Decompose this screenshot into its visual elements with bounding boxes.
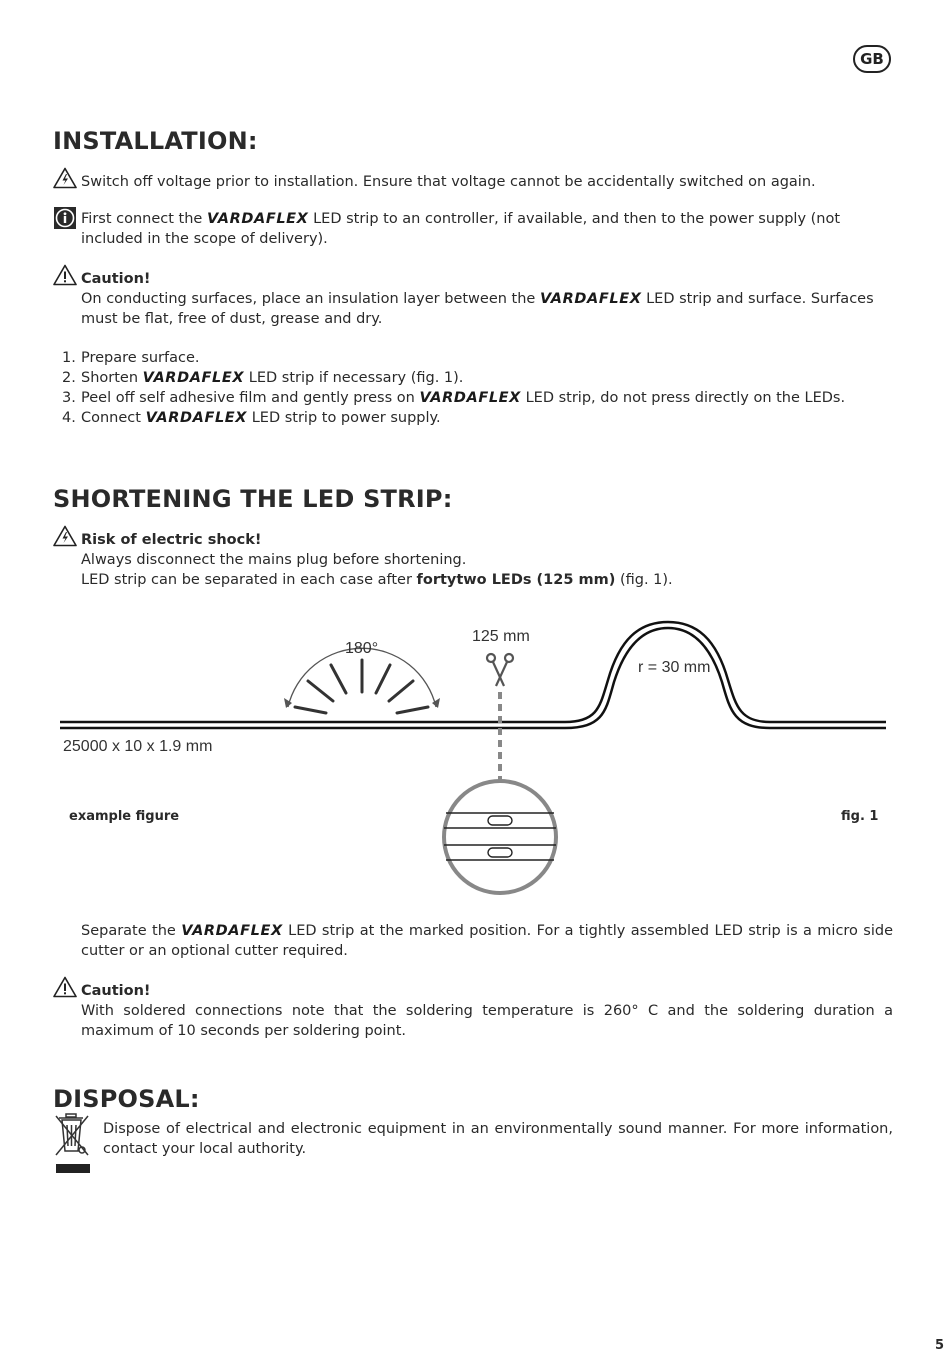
caution-label: Caution! [81, 271, 151, 287]
scissors-icon [487, 654, 513, 686]
disposal-text: Dispose of electrical and electronic equipment in an environmentally sound manner. For more information, contact your local authority. [103, 1121, 893, 1157]
cut-length-label: 125 mm [472, 628, 530, 645]
shortening-heading: SHORTENING THE LED STRIP: [53, 485, 453, 513]
bend-rays [295, 660, 428, 713]
step-item [62, 368, 893, 388]
caution-text-before: On conducting surfaces, place an insulation layer between the [81, 291, 536, 307]
step-text-before: Connect [81, 410, 141, 426]
info-note-before: First connect the [81, 211, 203, 227]
dimensions-label: 25000 x 10 x 1.9 mm [63, 738, 213, 755]
angle-label: 180° [345, 640, 379, 657]
info-note-after: LED strip to an controller, if available, and then to the power supply (not included in the scope of delivery). [81, 211, 841, 247]
electric-warning-icon [53, 525, 77, 547]
step-item [62, 408, 893, 428]
step-text-after: LED strip, do not press directly on the LEDs. [525, 390, 846, 406]
risk-line-2-after: (fig. 1). [619, 572, 673, 588]
weee-bin-icon [53, 1113, 93, 1175]
caution-text-after: LED strip and surface. Surfaces must be flat, free of dust, grease and dry. [81, 291, 874, 327]
risk-label: Risk of electric shock! [81, 532, 262, 548]
shortening-figure [0, 610, 950, 900]
info-icon [53, 206, 77, 230]
step-number: 2. [62, 370, 76, 386]
figure-number: fig. 1 [841, 809, 879, 824]
caution-icon [53, 264, 77, 286]
step-text: Prepare surface. [81, 350, 200, 366]
separate-note-before: Separate the [81, 923, 176, 939]
brand-logo: VARDAFLEX [145, 410, 248, 426]
step-number: 1. [62, 350, 76, 366]
language-badge: GB [853, 45, 891, 73]
step-text-before: Peel off self adhesive film and gently press on [81, 390, 415, 406]
risk-line-2-bold: fortytwo LEDs (125 mm) [416, 572, 616, 588]
step-text-before: Shorten [81, 370, 139, 386]
step-number: 3. [62, 390, 76, 406]
soldering-caution-text: With soldered connections note that the soldering temperature is 260° C and the soldering duration a maximum of 10 seconds per soldering point. [81, 1003, 893, 1039]
step-item [62, 388, 893, 408]
caution-icon [53, 976, 77, 998]
separate-note [81, 921, 893, 961]
detail-circle [444, 781, 556, 893]
disposal-heading: DISPOSAL: [53, 1085, 200, 1113]
risk-line-1: Always disconnect the mains plug before shortening. [81, 552, 467, 568]
step-number: 4. [62, 410, 76, 426]
soldering-caution-label: Caution! [81, 983, 151, 999]
page-number: 5 [935, 1338, 945, 1353]
example-figure-caption: example figure [69, 809, 180, 824]
brand-logo: VARDAFLEX [539, 291, 642, 307]
caution-text [81, 289, 893, 329]
solder-pad [488, 816, 512, 825]
brand-logo: VARDAFLEX [142, 370, 245, 386]
radius-label: r = 30 mm [638, 659, 711, 676]
installation-steps [62, 348, 893, 428]
step-text-after: LED strip to power supply. [251, 410, 441, 426]
risk-line-2 [81, 570, 893, 590]
electric-warning-icon [53, 167, 77, 189]
brand-logo: VARDAFLEX [181, 923, 283, 939]
separate-note-after: LED strip at the marked position. For a tightly assembled LED strip is a micro side cutter or an optional cutter required. [81, 923, 894, 959]
risk-line-2-before: LED strip can be separated in each case after [81, 572, 412, 588]
brand-logo: VARDAFLEX [419, 390, 521, 406]
solder-pad [488, 848, 512, 857]
installation-heading: INSTALLATION: [53, 127, 258, 155]
step-text-after: LED strip if necessary (fig. 1). [248, 370, 464, 386]
brand-logo: VARDAFLEX [206, 211, 309, 227]
voltage-note: Switch off voltage prior to installation. Ensure that voltage cannot be accidentally switched on again. [81, 174, 816, 190]
info-note [81, 209, 893, 249]
step-item [62, 348, 893, 368]
